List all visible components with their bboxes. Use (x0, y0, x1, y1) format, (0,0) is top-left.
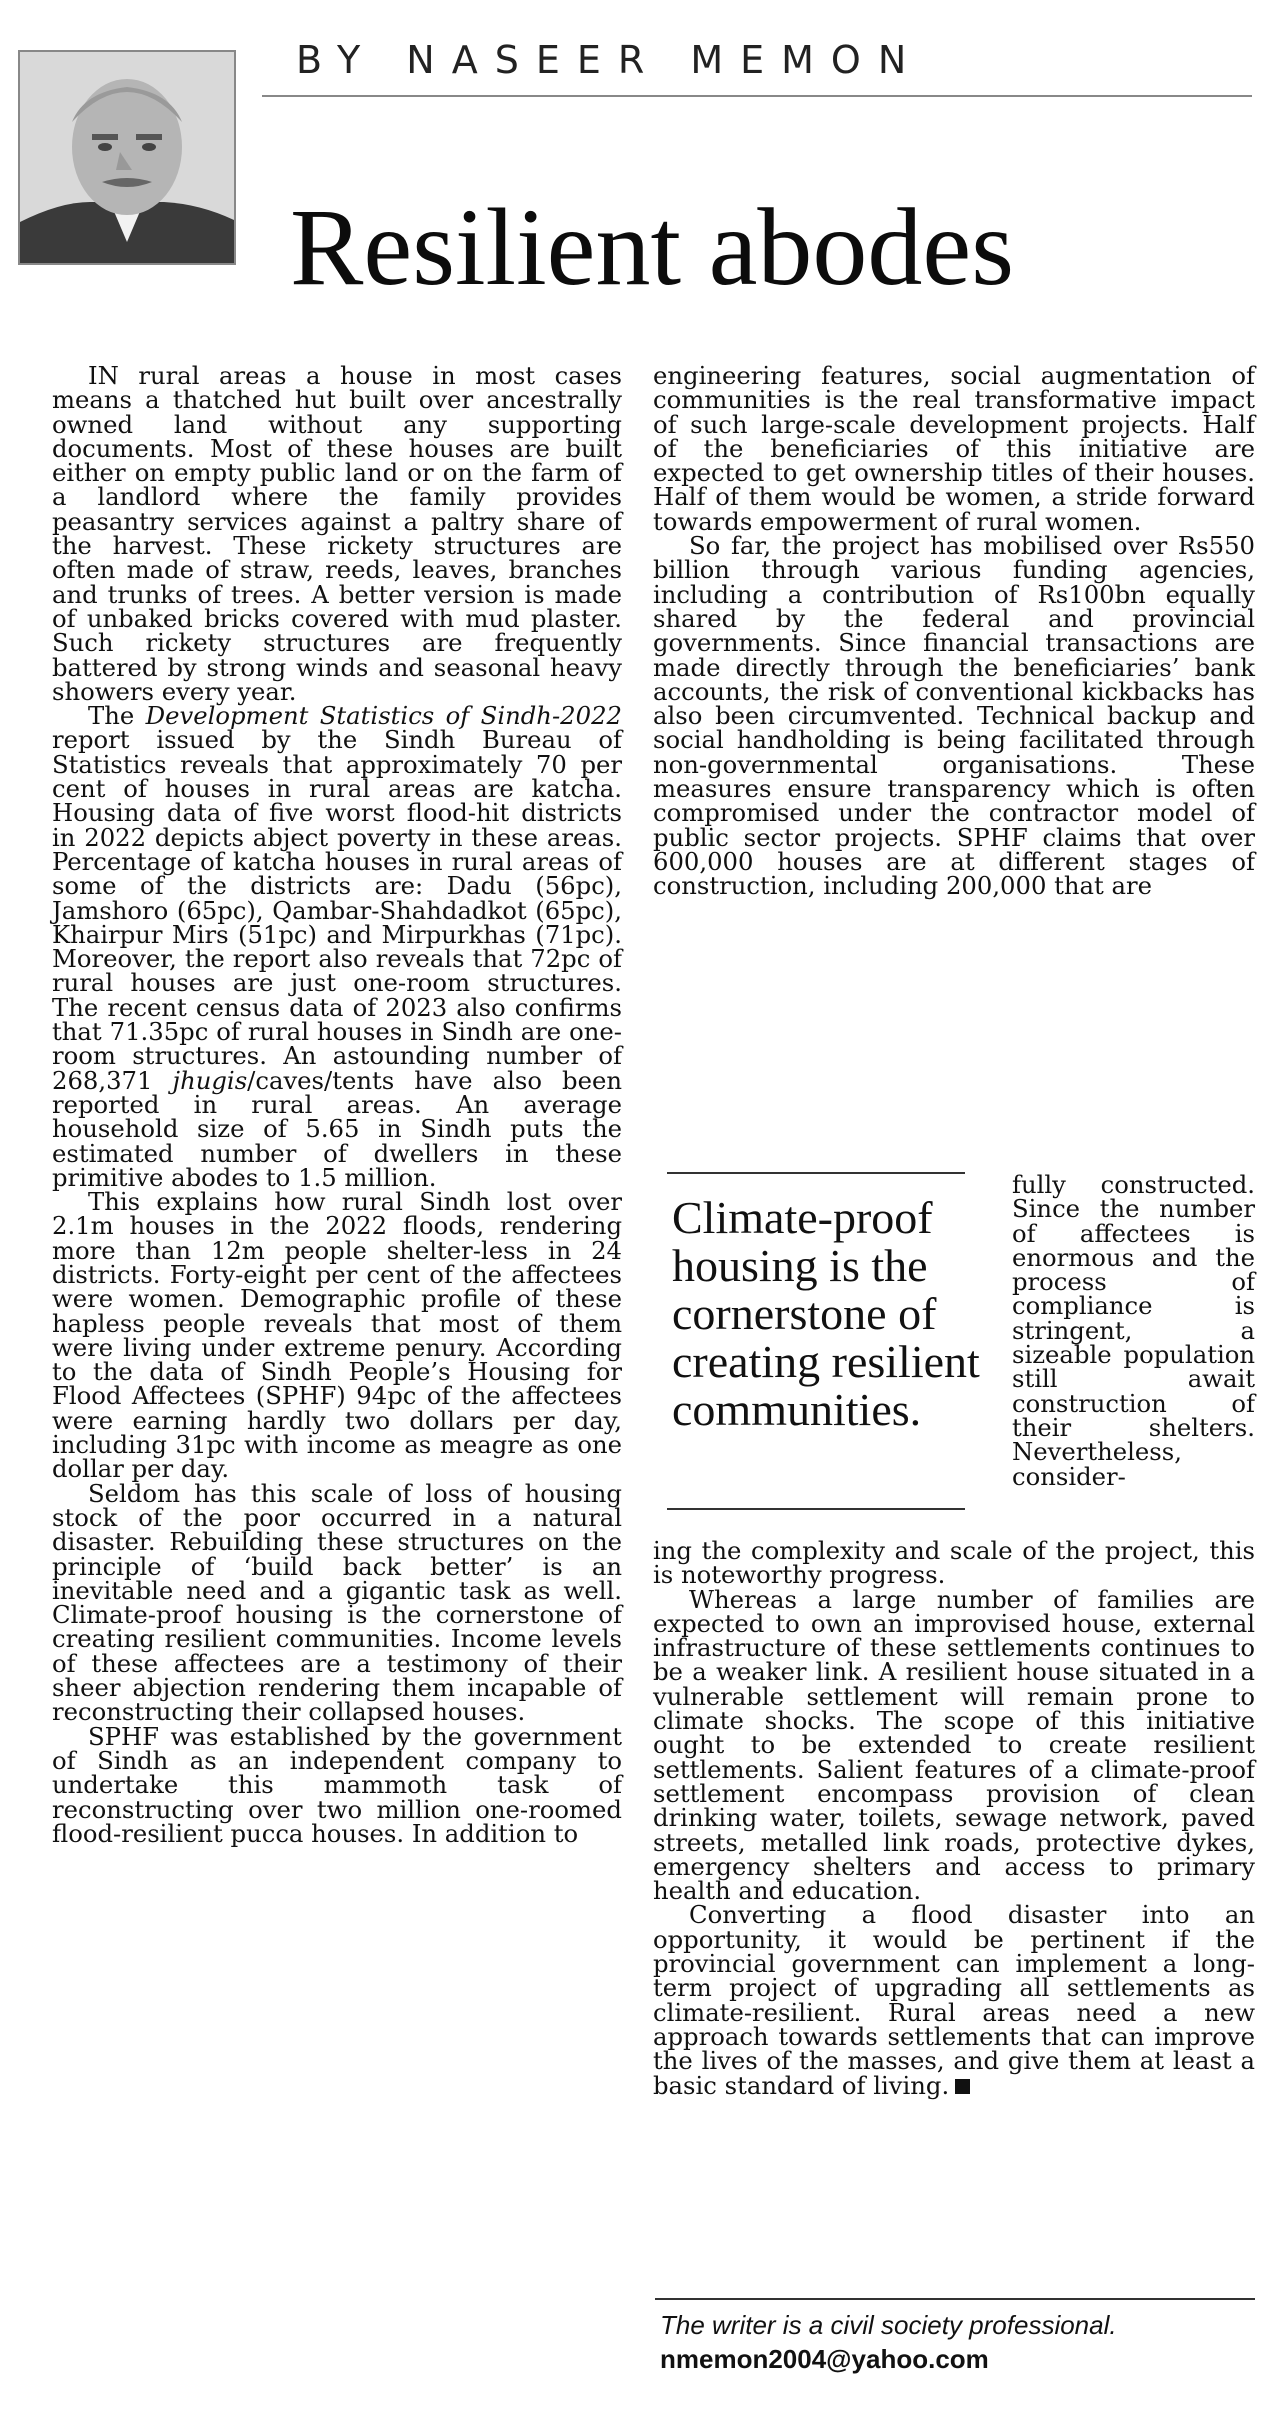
paragraph: Seldom has this scale of loss of housing stock of the poor occurred in a natural disaster. Rebuilding these structures on the principle of ‘build back better’ is an inevitable need and a gigantic task as well. Climate-proof housing is the cornerstone of creating resilient communities. Income levels of these affectees are a testimony of their sheer abjection rendering them incapable of reconstructing their collapsed houses. (52, 1478, 622, 1727)
author-photo (18, 50, 236, 265)
pull-quote-rule-top (667, 1172, 965, 1174)
headline: Resilient abodes (290, 186, 1015, 308)
paragraph: IN rural areas a house in most cases means a thatched hut built over ancestrally owned land without any supporting documents. Most of these houses are built either on empty public land or on the farm of a landlord where the family provides peasantry services against a paltry share of the harvest. These rickety structures are often made of straw, reeds, leaves, branches and trunks of trees. A better version is made of unbaked bricks covered with mud plaster. Such rickety structures are frequently battered by strong winds and seasonal heavy showers every year. (52, 361, 622, 706)
end-of-article-mark (955, 2079, 970, 2094)
paragraph: Converting a flood disaster into an opportunity, it would be pertinent if the provincial government can implement a long-term project of upgrading all settlements as climate-resilient. Rural areas need a new approach towards settlements that can improve the lives of the masses, and give them at least a basic standard of living. (653, 1900, 1255, 2100)
paragraph: ing the complexity and scale of the project, this is noteworthy progress. (653, 1536, 1255, 1590)
paragraph: Whereas a large number of families are expected to own an improvised house, external infrastructure of these settlements continues to be a weaker link. A resilient house situated in a vulnerable settlement will remain prone to climate shocks. The scope of this initiative ought to be extended to create resilient settlements. Salient features of a climate-proof settlement encompass provision of clean drinking water, toilets, sewage network, paved streets, metalled link roads, protective dykes, emergency shelters and access to primary health and education. (653, 1584, 1255, 1906)
pull-quote-rule-bottom (667, 1508, 965, 1510)
paragraph: fully constructed. Since the number of affectees is enormous and the process of compliance is stringent, a sizeable population still await construction of their shelters. Nevertheless, consider- (1012, 1170, 1255, 1491)
byline-divider (262, 95, 1252, 97)
byline: BY NASEER MEMON (296, 38, 924, 82)
article-column-1 (52, 361, 622, 1848)
paragraph: engineering features, social augmentation of communities is the real transformative impact of such large-scale development projects. Half of the beneficiaries of this initiative are expected to get ownership titles of their houses. Half of them would be women, a stride forward towards empowerment of rural women. (653, 361, 1255, 536)
paragraph: SPHF was established by the government of Sindh as an independent company to undertake this mammoth task of reconstructing over two million one-roomed flood-resilient pucca houses. In addition to (52, 1721, 622, 1848)
author-email[interactable]: nmemon2004@yahoo.com (660, 2344, 989, 2374)
footer-divider (655, 2298, 1255, 2300)
writer-note: The writer is a civil society professional. (660, 2310, 1117, 2340)
paragraph: The Development Statistics of Sindh-2022 report issued by the Sindh Bureau of Statistics reveals that approximately 70 per cent of houses in rural areas are katcha. Housing data of five worst flood-hit districts in 2022 depicts abject poverty in these areas. Percentage of katcha houses in rural areas of some of the districts are: Dadu (56pc), Jamshoro (65pc), Qambar-Shahdadkot (65pc), Khairpur Mirs (51pc) and Mirpurkhas (71pc). Moreover, the report also reveals that 72pc of rural houses are just one-room structures. The recent census data of 2023 also confirms that 71.35pc of rural houses in Sindh are one-room structures. An astounding number of 268,371 jhugis/caves/tents have also been reported in rural areas. An average household size of 5.65 in Sindh puts the estimated number of dwellers in these primitive abodes to 1.5 million. (52, 701, 622, 1192)
paragraph: So far, the project has mobilised over Rs550 billion through various funding agencies, including a contribution of Rs100bn equally shared by the federal and provincial governments. Since financial transactions are made directly through the beneficiaries’ bank accounts, the risk of conventional kickbacks has also been circumvented. Technical backup and social handholding is being facilitated through non-governmental organisations. These measures ensure transparency which is often compromised under the contractor model of public sector projects. SPHF claims that over 600,000 houses are at different stages of construction, including 200,000 that are (653, 531, 1255, 901)
paragraph: This explains how rural Sindh lost over 2.1m houses in the 2022 floods, rendering more than 12m people shelter-less in 24 districts. Forty-eight per cent of the affectees were women. Demographic profile of these hapless people reveals that most of them were living under extreme penury. According to the data of Sindh People’s Housing for Flood Affectees (SPHF) 94pc of the affectees were earning hardly two dollars per day, including 31pc with income as meagre as one dollar per day. (52, 1187, 622, 1484)
author-portrait-image (20, 52, 234, 263)
article-column-2 (653, 361, 1255, 901)
article-column-2-continued (653, 1536, 1255, 2100)
article-column-2-wrap (1012, 1170, 1255, 1491)
pull-quote: Climate-proof housing is the cornerstone of creating resilient communities. (672, 1192, 980, 1435)
